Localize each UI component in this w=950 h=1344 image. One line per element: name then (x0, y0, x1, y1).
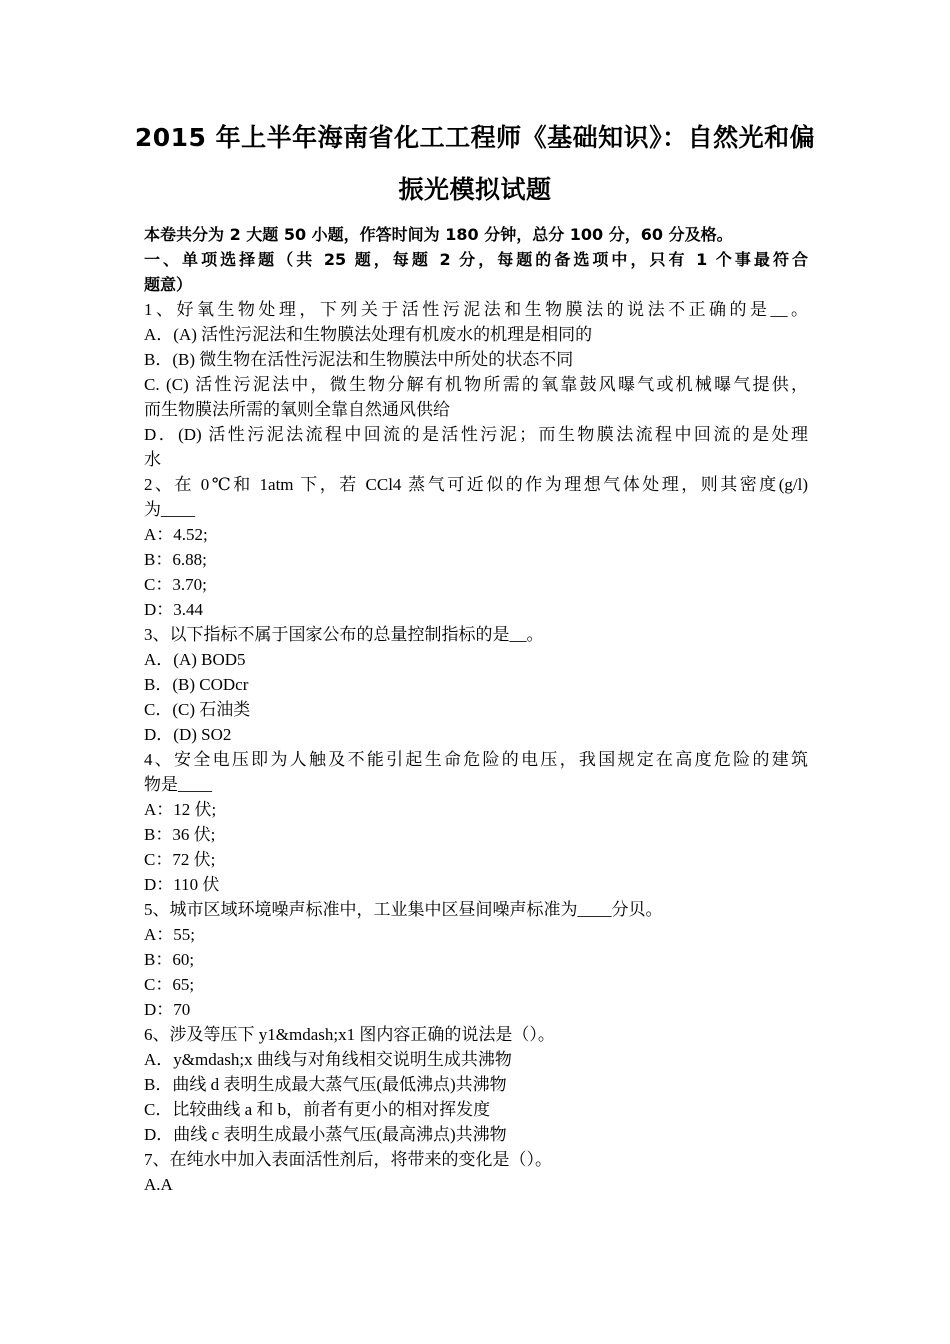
option-line: B：36 伏; (144, 825, 216, 844)
document-title-line-1: 2015 年上半年海南省化工工程师《基础知识》：自然光和偏 (134, 123, 816, 152)
exam-summary: 本卷共分为 2 大题 50 小题，作答时间为 180 分钟，总分 100 分，60 分及格。 (144, 225, 733, 244)
document-title-line-2: 振光模拟试题 (398, 175, 552, 204)
question-line: 3、以下指标不属于国家公布的总量控制指标的是__。 (144, 625, 544, 644)
option-line: D．曲线 c 表明生成最小蒸气压(最高沸点)共沸物 (144, 1125, 507, 1144)
option-line: D．(D) 活性污泥法流程中回流的是活性污泥；而生物膜法流程中回流的是处理 (144, 425, 808, 444)
question-line-continued: 物是____ (144, 775, 212, 794)
question-line-continued: 为____ (144, 500, 195, 519)
option-line: B：60; (144, 950, 195, 969)
option-line: A.A (144, 1175, 173, 1194)
option-line: A．(A) 活性污泥法和生物膜法处理有机废水的机理是相同的 (144, 325, 593, 344)
option-line: D：110 伏 (144, 875, 220, 894)
option-line: C：72 伏; (144, 850, 216, 869)
option-line: C．(C) 石油类 (144, 700, 251, 719)
question-line: 7、在纯水中加入表面活性剂后，将带来的变化是（）。 (144, 1150, 552, 1169)
option-line: D．(D) SO2 (144, 725, 232, 744)
option-line: A：4.52; (144, 525, 208, 544)
option-line: A．(A) BOD5 (144, 650, 246, 669)
option-line: C. (C) 活性污泥法中，微生物分解有机物所需的氧靠鼓风曝气或机械曝气提供， (144, 375, 808, 394)
question-line: 6、涉及等压下 y1&mdash;x1 图内容正确的说法是（）。 (144, 1025, 555, 1044)
section-heading-line-1: 一、单项选择题（共 25 题，每题 2 分，每题的备选项中，只有 1 个事最符合 (144, 250, 808, 269)
option-line: A：12 伏; (144, 800, 217, 819)
option-line: B．(B) CODcr (144, 675, 249, 694)
option-line-continued: 而生物膜法所需的氧则全靠自然通风供给 (144, 400, 450, 419)
option-line: C：65; (144, 975, 195, 994)
option-line: A．y&mdash;x 曲线与对角线相交说明生成共沸物 (144, 1050, 512, 1069)
question-line: 4、安全电压即为人触及不能引起生命危险的电压，我国规定在高度危险的建筑 (144, 750, 808, 769)
question-line: 1、好氧生物处理，下列关于活性污泥法和生物膜法的说法不正确的是__。 (144, 300, 808, 319)
option-line: D：70 (144, 1000, 191, 1019)
question-line: 5、城市区域环境噪声标准中，工业集中区昼间噪声标准为____分贝。 (144, 900, 663, 919)
option-line: C．比较曲线 a 和 b，前者有更小的相对挥发度 (144, 1100, 491, 1119)
section-heading-line-2: 题意） (144, 275, 193, 294)
document-body (144, 222, 808, 1197)
option-line: D：3.44 (144, 600, 204, 619)
option-line: C：3.70; (144, 575, 207, 594)
option-line: B．(B) 微生物在活性污泥法和生物膜法中所处的状态不同 (144, 350, 574, 369)
option-line: A：55; (144, 925, 195, 944)
option-line-continued: 水 (144, 450, 161, 469)
question-line: 2、在 0℃和 1atm 下，若 CCl4 蒸气可近似的作为理想气体处理，则其密度(g/l) (144, 475, 808, 494)
option-line: B．曲线 d 表明生成最大蒸气压(最低沸点)共沸物 (144, 1075, 507, 1094)
option-line: B：6.88; (144, 550, 207, 569)
